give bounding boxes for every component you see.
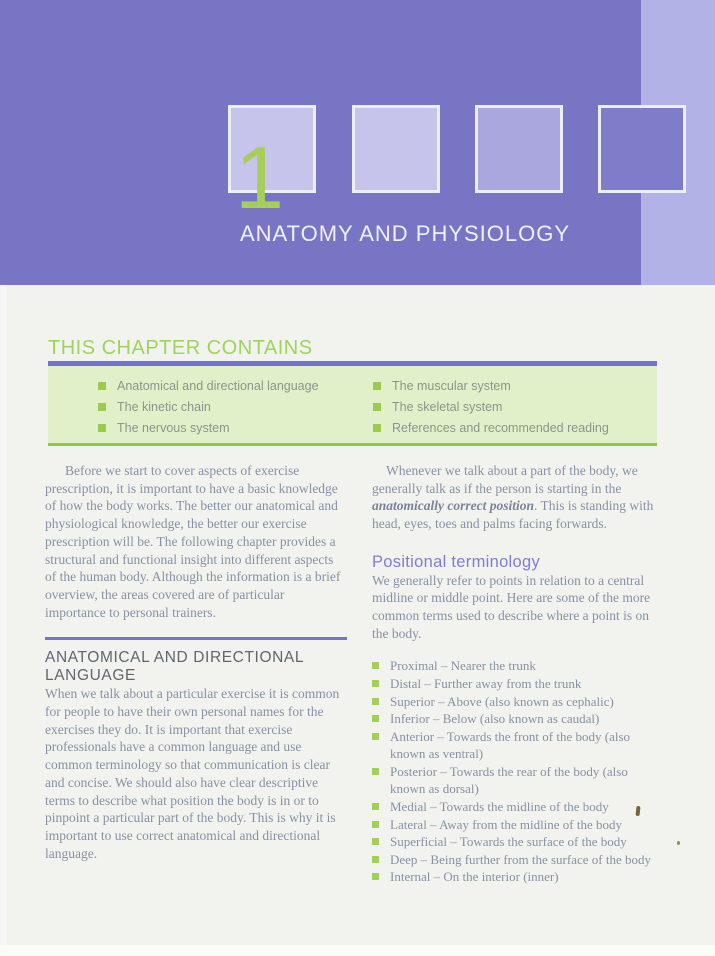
chapter-title: ANATOMY AND PHYSIOLOGY <box>239 221 571 246</box>
section-rule <box>45 637 347 640</box>
contents-item <box>373 379 609 393</box>
positional-terminology-heading: Positional terminology <box>372 552 541 571</box>
positional-term <box>372 868 664 886</box>
term-label: Deep – Being further from the surface of the body <box>390 851 651 867</box>
positional-term <box>372 763 664 798</box>
term-label: Lateral – Away from the midline of the body <box>390 816 623 832</box>
contents-list-right <box>373 379 609 442</box>
contents-item <box>373 421 609 435</box>
bullet-square-icon <box>372 838 379 845</box>
contents-item-label: The nervous system <box>117 421 230 435</box>
bullet-square-icon <box>372 715 379 722</box>
chapter-square-1 <box>228 105 316 227</box>
bullet-square-icon <box>373 424 381 432</box>
contents-item-label: The kinetic chain <box>117 400 211 414</box>
term-label: Internal – On the interior (inner) <box>390 869 559 885</box>
term-label: Inferior – Below (also known as caudal) <box>390 711 600 727</box>
bullet-square-icon <box>98 403 106 411</box>
contents-heading: THIS CHAPTER CONTAINS <box>48 337 313 359</box>
bullet-square-icon <box>372 698 379 705</box>
contents-item-label: The skeletal system <box>392 400 503 414</box>
positional-term <box>372 833 664 851</box>
bold-italic-phrase: anatomically correct position <box>372 498 534 514</box>
page-edge-bottom <box>0 945 715 956</box>
bullet-square-icon <box>372 873 379 880</box>
term-label: Medial – Towards the midline of the body <box>390 799 609 815</box>
bullet-square-icon <box>373 382 381 390</box>
term-label: Anterior – Towards the front of the body (also known as ventral) <box>390 728 631 762</box>
contents-item-label: The muscular system <box>392 379 511 393</box>
body-column-right <box>372 462 664 886</box>
positional-term <box>372 710 664 728</box>
positional-term <box>372 851 664 869</box>
contents-item-label: References and recommended reading <box>392 421 609 435</box>
bullet-square-icon <box>372 680 379 687</box>
contents-item <box>98 379 319 393</box>
bullet-square-icon <box>372 803 379 810</box>
bullet-square-icon <box>372 768 379 775</box>
scan-artifact <box>677 841 680 845</box>
term-label: Superficial – Towards the surface of the body <box>390 834 627 850</box>
positional-terminology-paragraph: We generally refer to points in relation to a central midline or middle point. Here are some of the more common terms used to describe where a point is on the body. <box>372 572 651 641</box>
contents-box <box>48 366 657 446</box>
anatomical-position-paragraph <box>372 462 664 533</box>
chapter-square-3 <box>475 105 563 193</box>
bullet-square-icon <box>372 856 379 863</box>
page-edge-left <box>0 285 7 945</box>
term-label: Superior – Above (also known as cephalic) <box>390 693 614 709</box>
term-label: Distal – Further away from the trunk <box>390 675 582 691</box>
positional-term <box>372 798 664 816</box>
positional-terms-list <box>372 657 664 886</box>
positional-term <box>372 675 664 693</box>
bullet-square-icon <box>98 382 106 390</box>
term-label: Proximal – Nearer the trunk <box>390 658 536 674</box>
paragraph-text: . This is standing with head, eyes, toes and palms facing forwards. <box>372 498 654 532</box>
paragraph-text: Whenever we talk about a part of the body, we generally talk as if the person is starting in the <box>372 463 638 496</box>
positional-term <box>372 693 664 711</box>
positional-term <box>372 657 664 675</box>
positional-term <box>372 816 664 834</box>
contents-item-label: Anatomical and directional language <box>117 379 319 393</box>
bullet-square-icon <box>372 821 379 828</box>
chapter-square-2 <box>352 105 440 193</box>
bullet-square-icon <box>372 662 379 669</box>
bullet-square-icon <box>98 424 106 432</box>
contents-list-left <box>98 379 319 442</box>
bullet-square-icon <box>373 403 381 411</box>
contents-item <box>98 400 319 414</box>
chapter-square-4 <box>598 105 686 193</box>
section-heading: ANATOMICAL AND DIRECTIONAL LANGUAGE <box>45 649 304 685</box>
chapter-number: 1 <box>235 128 284 227</box>
bullet-square-icon <box>372 733 379 740</box>
contents-item <box>373 400 609 414</box>
term-label: Posterior – Towards the rear of the body (also known as dorsal) <box>390 763 628 797</box>
contents-item <box>98 421 319 435</box>
positional-term <box>372 728 664 763</box>
section-paragraph: When we talk about a particular exercise it is common for people to have their own personal names for the exercises they do. It is important that exercise professionals have a common language and use common terminology so that communication is clear and concise. We should also have clear descriptive terms to describe what position the body is in or to pinpoint a particular part of the body. This is why it is important to use correct anatomical and directional language. <box>45 686 340 861</box>
chapter-header-banner <box>0 0 715 285</box>
body-column-left <box>45 462 347 862</box>
intro-paragraph: Before we start to cover aspects of exercise prescription, it is important to have a basic knowledge of how the body works. The better our anatomical and physiological knowledge, the better our exercise prescription will be. The following chapter provides a structural and functional insight into different aspects of the human body. Although the information is a brief overview, the areas covered are of particular importance to personal trainers. <box>45 463 341 620</box>
